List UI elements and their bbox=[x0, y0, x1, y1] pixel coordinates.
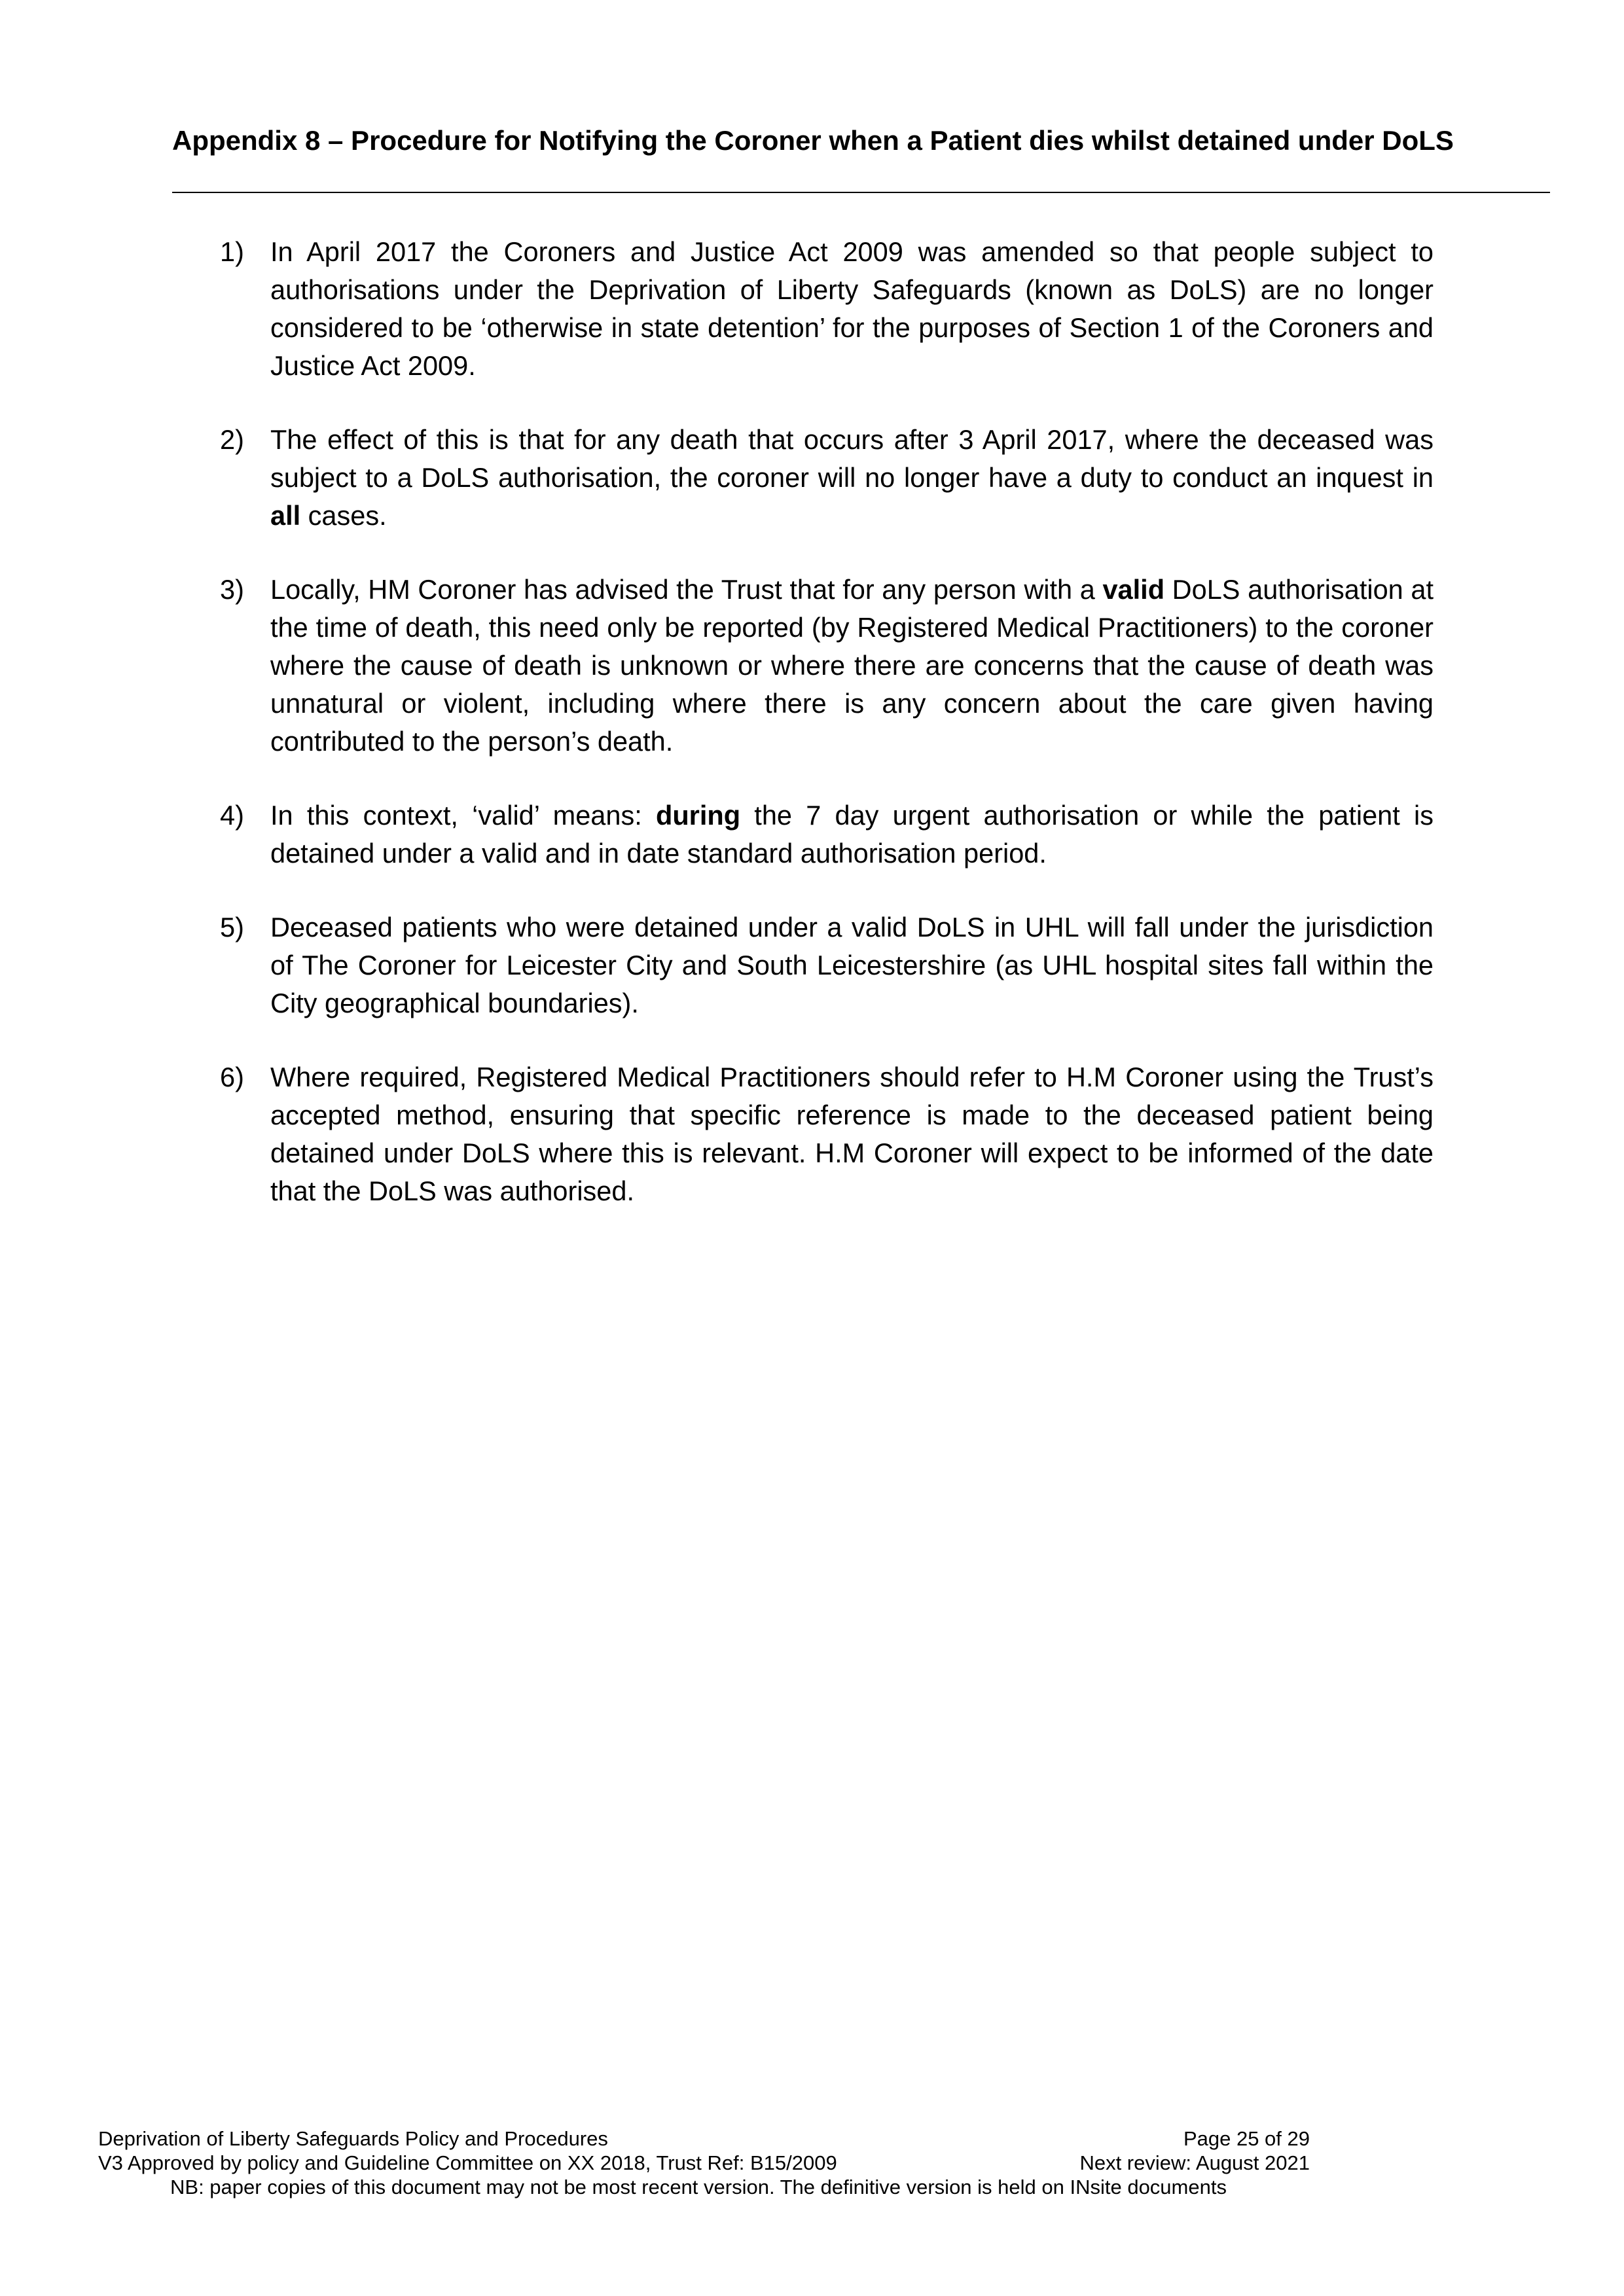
page-title: Appendix 8 – Procedure for Notifying the Coroner when a Patient dies whilst detained under DoLS bbox=[172, 125, 1454, 156]
title-divider bbox=[172, 192, 1550, 193]
emphasis-text: during bbox=[655, 800, 741, 831]
list-item bbox=[0, 233, 1434, 385]
text-segment: Locally, HM Coroner has advised the Trust that for any person with a bbox=[270, 574, 1103, 605]
list-item-text bbox=[270, 421, 1434, 535]
footer-approval: V3 Approved by policy and Guideline Committee on XX 2018, Trust Ref: B15/2009 bbox=[98, 2151, 837, 2174]
list-item-number: 5) bbox=[220, 912, 244, 942]
list-item-text bbox=[270, 797, 1434, 872]
footer-next-review: Next review: August 2021 bbox=[1079, 2151, 1310, 2174]
list-item-text bbox=[270, 571, 1434, 761]
page-footer bbox=[0, 2126, 1624, 2199]
footer-line-2 bbox=[0, 2151, 1624, 2175]
list-item-text bbox=[270, 233, 1434, 385]
footer-document-name: Deprivation of Liberty Safeguards Policy and Procedures bbox=[98, 2127, 608, 2150]
list-item-text bbox=[270, 908, 1434, 1022]
list-item-number: 3) bbox=[220, 574, 244, 605]
emphasis-text: all bbox=[270, 500, 301, 531]
list-item bbox=[0, 571, 1434, 761]
list-item bbox=[0, 797, 1434, 872]
list-item-number: 6) bbox=[220, 1062, 244, 1092]
text-segment: the 7 day urgent authorisation or while the patient is detained under a valid and in date standard authorisation period. bbox=[270, 800, 1434, 869]
footer-line-3 bbox=[0, 2175, 1624, 2199]
footer-page-number: Page 25 of 29 bbox=[1183, 2127, 1310, 2150]
list-item-number: 1) bbox=[220, 236, 244, 267]
text-segment: In this context, ‘valid’ means: bbox=[270, 800, 656, 831]
text-segment: In April 2017 the Coroners and Justice Act 2009 was amended so that people subject to authorisations under the Deprivation of Liberty Safeguards (known as DoLS) are no longer considered to be ‘otherwise in state detention’ for the purposes of Section 1 of the Coroners and Justice Act 2009. bbox=[270, 236, 1434, 381]
list-item-number: 4) bbox=[220, 800, 244, 831]
footer-note: NB: paper copies of this document may not be most recent version. The definitive version is held on INsite documents bbox=[170, 2176, 1227, 2198]
text-segment: Where required, Registered Medical Practitioners should refer to H.M Coroner using the Trust’s accepted method, ensuring that specific reference is made to the deceased patient being detained under DoLS where this is relevant. H.M Coroner will expect to be informed of the date that the DoLS was authorised. bbox=[270, 1062, 1434, 1206]
emphasis-text: valid bbox=[1102, 574, 1165, 605]
list-item bbox=[0, 908, 1434, 1022]
text-segment: Deceased patients who were detained under a valid DoLS in UHL will fall under the jurisdiction of The Coroner for Leicester City and South Leicestershire (as UHL hospital sites fall within the City geographical boundaries). bbox=[270, 912, 1434, 1018]
footer-line-1 bbox=[0, 2126, 1624, 2151]
list-item bbox=[0, 1058, 1434, 1210]
text-segment: cases. bbox=[300, 500, 387, 531]
numbered-list bbox=[0, 233, 1624, 1246]
list-item-number: 2) bbox=[220, 424, 244, 455]
text-segment: The effect of this is that for any death that occurs after 3 April 2017, where the deceased was subject to a DoLS authorisation, the coroner will no longer have a duty to conduct an inquest in bbox=[270, 424, 1434, 493]
list-item bbox=[0, 421, 1434, 535]
text-segment: DoLS authorisation at the time of death, this need only be reported (by Registered Medical Practitioners) to the coroner where the cause of death is unknown or where there are concerns that the cause of death was unnatural or violent, including where there is any concern about the care given having contributed to the person’s death. bbox=[270, 574, 1434, 757]
list-item-text bbox=[270, 1058, 1434, 1210]
